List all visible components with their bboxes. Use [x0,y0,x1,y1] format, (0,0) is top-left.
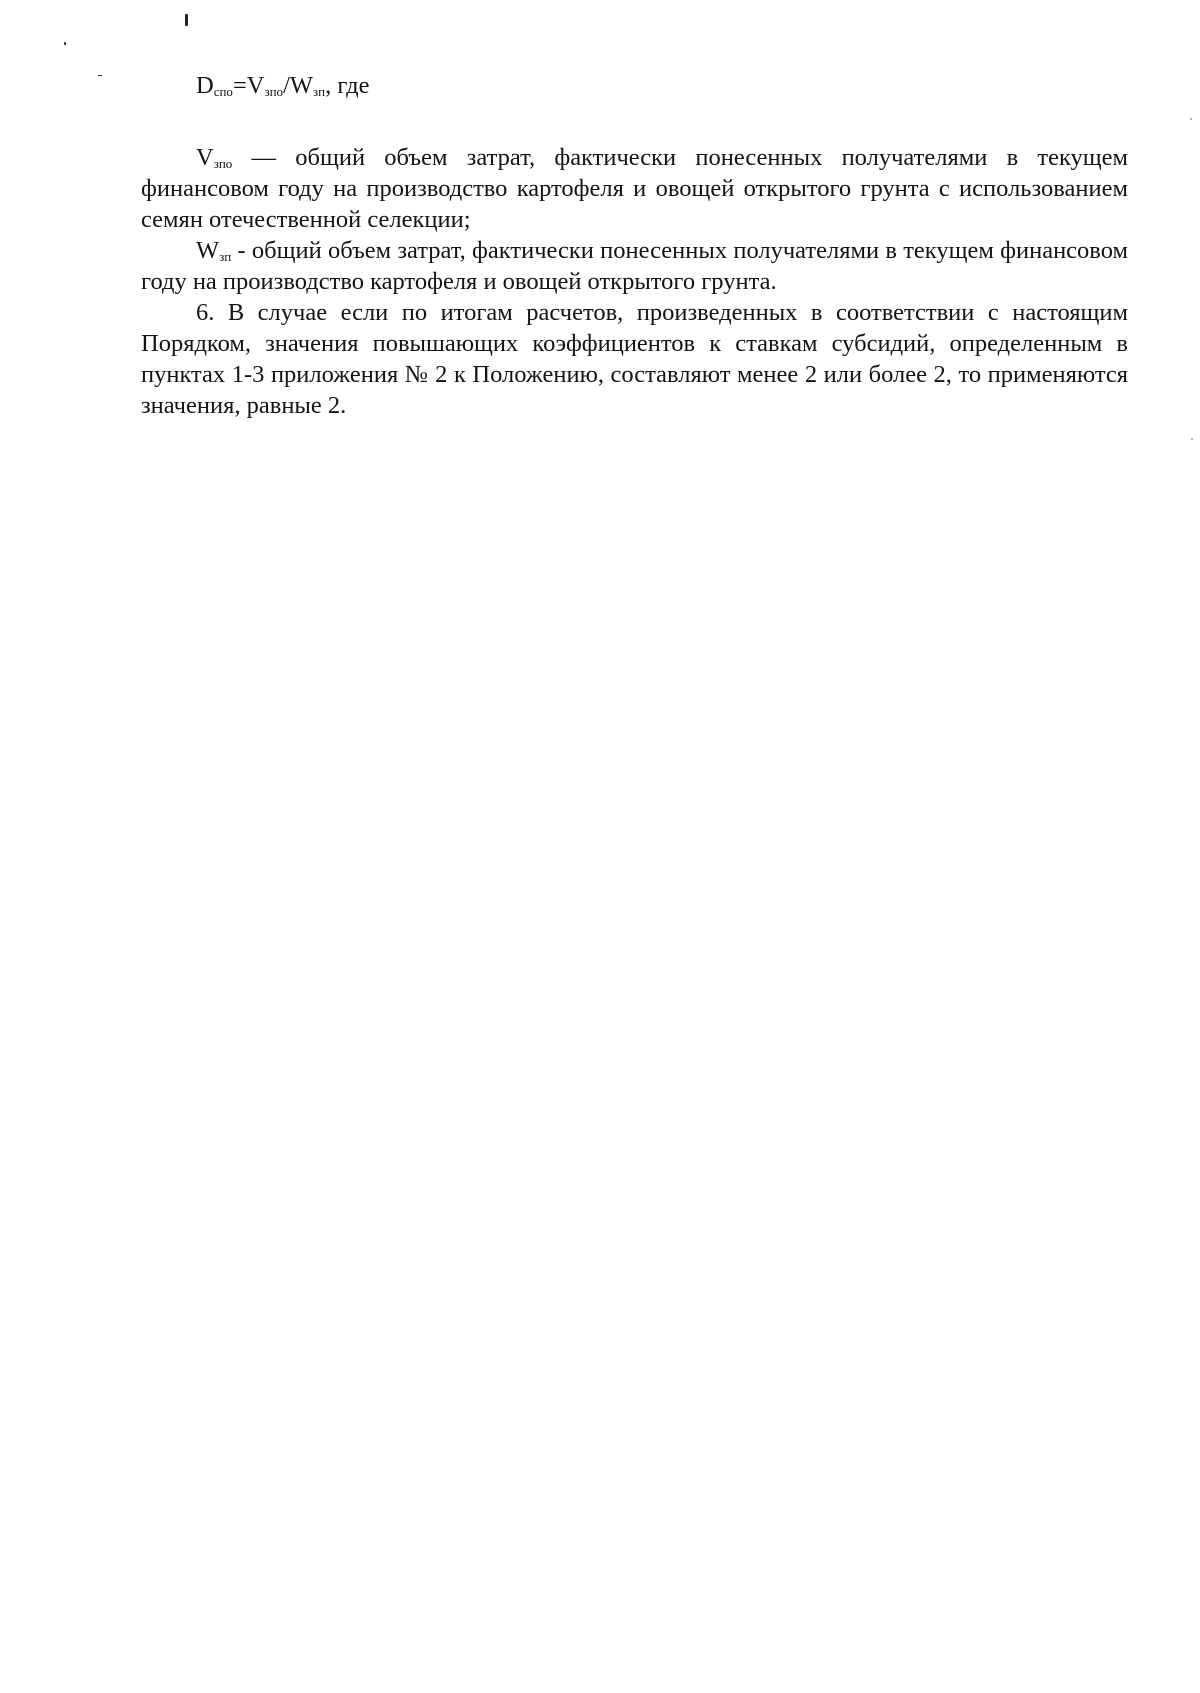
formula-numerator-symbol: V [246,72,265,99]
formula-numerator-subscript: зпо [264,84,284,99]
scan-dash [98,75,102,76]
scan-dot [1190,118,1192,120]
formula-lhs-symbol: D [196,72,214,99]
clause-6: 6. В случае если по итогам расчетов, произведенных в соответствии с настоящим Порядком, значения повышающих коэффициентов к ставкам субсидий, определенным в пунктах 1-3 приложения № 2 к Положению, составляют менее 2 или более 2, то применяются значения, равные 2. [141,299,1128,419]
definition-v-subscript: зпо [213,156,233,171]
formula-equals: = [232,72,247,99]
formula-slash: / [283,72,290,99]
scan-mark [185,14,188,26]
formula-lhs-subscript: спо [213,84,233,99]
definition-v [141,142,1128,235]
definition-w-text: - общий объем затрат, фактически понесенных получателями в текущем финансовом году на производство картофеля и овощей открытого грунта. [141,237,1128,295]
definition-w-subscript: зп [219,249,232,264]
document-body [141,70,1128,421]
formula [141,70,1128,101]
formula-tail: , где [325,72,370,99]
scan-dot [64,42,66,45]
definition-w-symbol: W [196,237,220,264]
scan-dot [1191,438,1193,440]
formula-denominator-subscript: зп [313,84,326,99]
definition-v-text: — общий объем затрат, фактически понесенных получателями в текущем финансовом году на производство картофеля и овощей открытого грунта с использованием семян отечественной селекции; [141,144,1128,233]
formula-denominator-symbol: W [289,72,313,99]
definition-w [141,235,1128,297]
definition-v-symbol: V [196,144,214,171]
